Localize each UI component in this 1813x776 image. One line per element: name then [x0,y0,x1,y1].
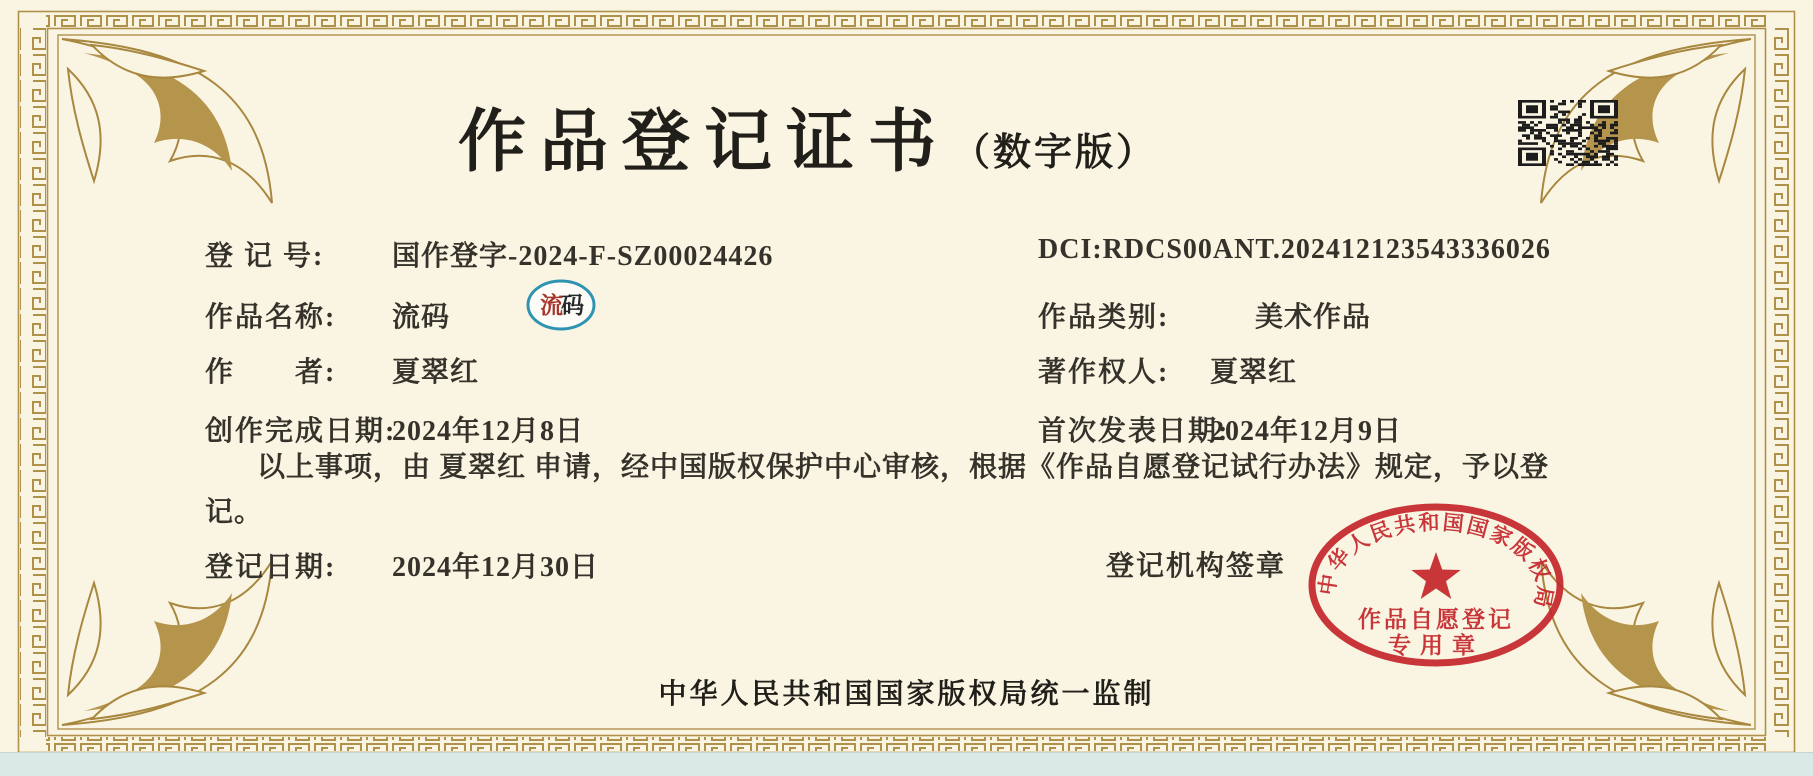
creation-date-label: 创作完成日期: [205,416,397,447]
seal-line2: 专用章 [1388,633,1484,658]
registration-number-value: 国作登字-2024-F-SZ00024426 [392,241,774,272]
footer-issuer-line: 中华人民共和国国家版权局统一监制 [658,679,1155,710]
seal-line1: 作品自愿登记 [1358,607,1514,632]
publication-date-label: 首次发表日期: [1038,416,1230,447]
author-label: 作 者: [205,357,337,388]
registration-date-value: 2024年12月30日 [392,552,600,583]
work-category-value: 美术作品 [1255,302,1372,333]
registration-statement: 以上事项，由 夏翠红 申请，经中国版权保护中心审核，根据《作品自愿登记试行办法》规定，予以登记。 [205,452,1550,528]
logo-char-liu: 流 [540,293,561,318]
work-name-value: 流码 [392,302,451,333]
copyright-owner-label: 著作权人: [1038,357,1170,388]
official-seal-stamp [1303,500,1569,670]
title-block [458,88,1157,185]
seal-arc-text: 中华人民共和国国家版权局 [1314,510,1558,612]
registration-date-label: 登记日期: [205,552,337,583]
page-title: 作品登记证书 [458,104,951,180]
registration-number-label: 登 记 号: [205,241,325,272]
creation-date-value: 2024年12月8日 [392,416,585,447]
signature-label: 登记机构签章 [1106,551,1287,582]
dci-value: DCI:RDCS00ANT.202412123543336026 [1038,234,1551,265]
qr-code-icon [1518,100,1618,166]
publication-date-value: 2024年12月9日 [1210,416,1403,447]
author-value: 夏翠红 [392,357,480,388]
svg-text:流码 [540,292,584,318]
copyright-owner-value: 夏翠红 [1210,357,1298,388]
work-category-label: 作品类别: [1038,302,1170,333]
bottom-background-strip [0,752,1813,776]
work-logo-icon [525,278,597,332]
seal-star-icon [1411,552,1460,599]
logo-char-ma: 码 [561,293,582,318]
page-title-suffix: （数字版） [952,132,1158,174]
work-name-label: 作品名称: [205,302,337,333]
